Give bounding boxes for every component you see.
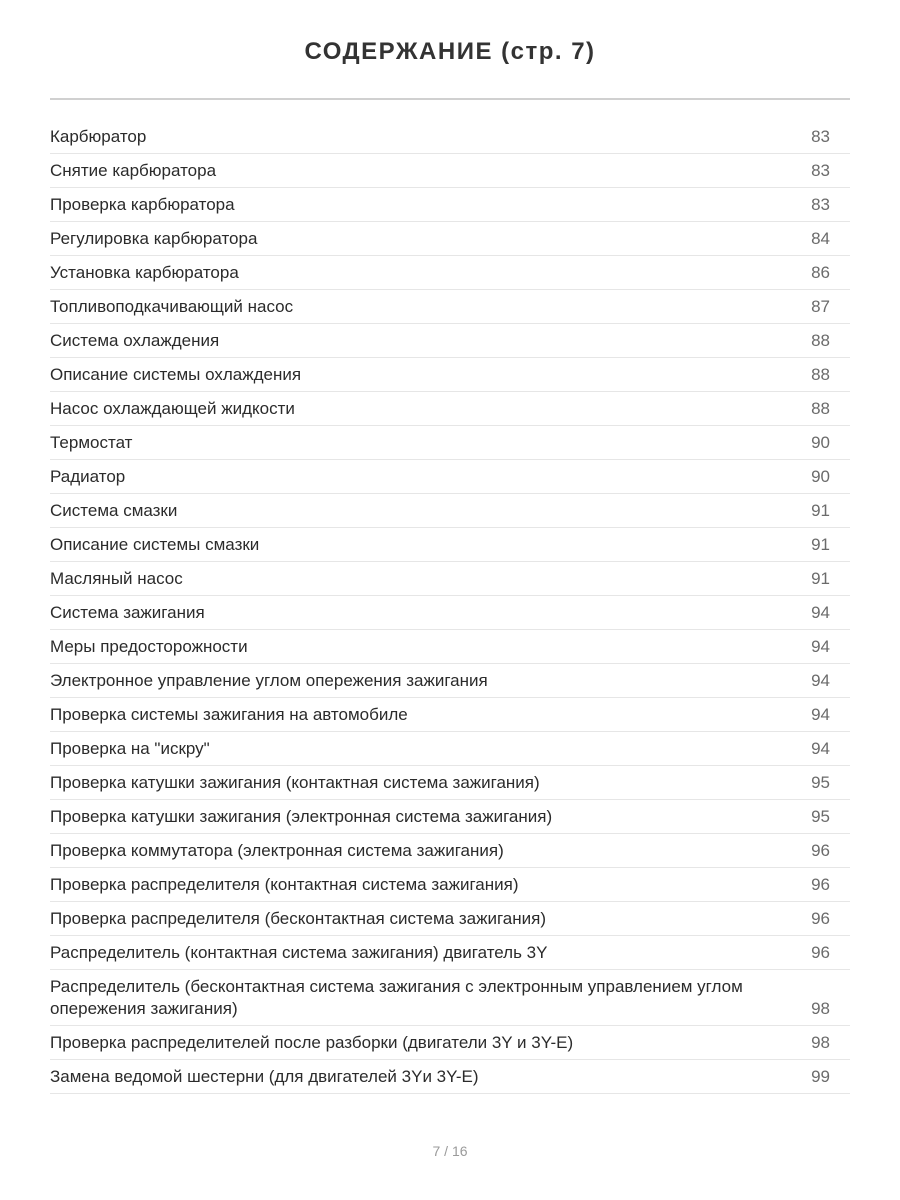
toc-row[interactable] xyxy=(50,800,850,834)
toc-page-number: 83 xyxy=(811,195,830,214)
toc-entry-title: Установка карбюратора xyxy=(50,263,239,282)
toc-page-number: 84 xyxy=(811,229,830,248)
toc-page-number: 90 xyxy=(811,433,830,452)
toc-page-number: 94 xyxy=(811,637,830,656)
toc-entry-title: Описание системы охлаждения xyxy=(50,365,302,384)
toc-entry-title: Проверка системы зажигания на автомобиле xyxy=(50,705,408,724)
toc-page-number: 98 xyxy=(811,999,830,1018)
toc-page-number: 88 xyxy=(811,331,830,350)
toc-entry-title: Термостат xyxy=(50,433,133,452)
toc-row[interactable] xyxy=(50,222,850,256)
toc-row[interactable] xyxy=(50,562,850,596)
toc-entry-title: Проверка распределителя (контактная система зажигания) xyxy=(50,875,519,894)
toc-entry-title: Распределитель (бесконтактная система зажигания с электронным управлением углом опережения зажигания) xyxy=(50,977,743,1018)
toc-page-number: 90 xyxy=(811,467,830,486)
toc-page-number: 83 xyxy=(811,127,830,146)
toc-row[interactable] xyxy=(50,698,850,732)
toc-page-number: 95 xyxy=(811,807,830,826)
toc-entry-title: Проверка катушки зажигания (электронная система зажигания) xyxy=(50,807,553,826)
toc-entry-title: Радиатор xyxy=(50,467,126,486)
toc-row[interactable] xyxy=(50,664,850,698)
toc-entry-title: Проверка карбюратора xyxy=(50,195,235,214)
toc-entry-title: Проверка распределителей после разборки (двигатели 3Y и 3Y-E) xyxy=(50,1033,574,1052)
title-divider xyxy=(50,98,850,100)
toc-row[interactable] xyxy=(50,732,850,766)
toc-row[interactable] xyxy=(50,902,850,936)
toc-row[interactable] xyxy=(50,868,850,902)
toc-page-number: 88 xyxy=(811,399,830,418)
toc-row[interactable] xyxy=(50,154,850,188)
toc-row[interactable] xyxy=(50,358,850,392)
toc-row[interactable] xyxy=(50,392,850,426)
toc-row[interactable] xyxy=(50,188,850,222)
toc-row[interactable] xyxy=(50,936,850,970)
toc-row[interactable] xyxy=(50,1060,850,1094)
toc-row[interactable] xyxy=(50,596,850,630)
toc-entry-title: Масляный насос xyxy=(50,569,183,588)
toc-row[interactable] xyxy=(50,290,850,324)
toc-page-number: 91 xyxy=(811,535,830,554)
toc-entry-title: Снятие карбюратора xyxy=(50,161,217,180)
toc-entry-title: Меры предосторожности xyxy=(50,637,248,656)
toc-page-number: 88 xyxy=(811,365,830,384)
toc-entry-title: Описание системы смазки xyxy=(50,535,260,554)
toc-entry-title: Проверка распределителя (бесконтактная система зажигания) xyxy=(50,909,547,928)
toc-row[interactable] xyxy=(50,460,850,494)
toc-page-number: 95 xyxy=(811,773,830,792)
toc-page-number: 96 xyxy=(811,841,830,860)
toc-entry-title: Замена ведомой шестерни (для двигателей 3Yи 3Y-E) xyxy=(50,1067,479,1086)
toc-entry-title: Электронное управление углом опережения зажигания xyxy=(50,671,488,690)
toc-row[interactable] xyxy=(50,120,850,154)
toc-page-number: 98 xyxy=(811,1033,830,1052)
toc-row[interactable] xyxy=(50,970,850,1026)
toc-page-number: 96 xyxy=(811,909,830,928)
toc-entry-title: Проверка коммутатора (электронная система зажигания) xyxy=(50,841,504,860)
toc-page-number: 87 xyxy=(811,297,830,316)
toc-page-number: 94 xyxy=(811,739,830,758)
toc-page-number: 99 xyxy=(811,1067,830,1086)
toc-entry-title: Распределитель (контактная система зажигания) двигатель 3Y xyxy=(50,943,548,962)
toc-entry-title: Насос охлаждающей жидкости xyxy=(50,399,295,418)
toc-row[interactable] xyxy=(50,494,850,528)
toc-row[interactable] xyxy=(50,630,850,664)
toc-entry-title: Система охлаждения xyxy=(50,331,220,350)
toc-page-number: 83 xyxy=(811,161,830,180)
toc-page-number: 91 xyxy=(811,569,830,588)
toc-entry-title: Регулировка карбюратора xyxy=(50,229,258,248)
toc-entry-title: Система смазки xyxy=(50,501,178,520)
toc-entry-title: Карбюратор xyxy=(50,127,147,146)
toc-row[interactable] xyxy=(50,256,850,290)
toc-row[interactable] xyxy=(50,766,850,800)
toc-page-number: 91 xyxy=(811,501,830,520)
toc-row[interactable] xyxy=(50,1026,850,1060)
toc-page-number: 96 xyxy=(811,875,830,894)
page-title: СОДЕРЖАНИЕ (стр. 7) xyxy=(304,38,596,65)
toc-row[interactable] xyxy=(50,324,850,358)
toc-page-number: 94 xyxy=(811,671,830,690)
toc-entry-title: Система зажигания xyxy=(50,603,205,622)
toc-page-number: 94 xyxy=(811,705,830,724)
table-of-contents xyxy=(50,120,850,1094)
toc-page-number: 86 xyxy=(811,263,830,282)
toc-row[interactable] xyxy=(50,528,850,562)
toc-entry-title: Проверка катушки зажигания (контактная система зажигания) xyxy=(50,773,540,792)
toc-row[interactable] xyxy=(50,426,850,460)
toc-page-number: 96 xyxy=(811,943,830,962)
page-indicator: 7 / 16 xyxy=(432,1143,468,1159)
toc-page-number: 94 xyxy=(811,603,830,622)
toc-entry-title: Проверка на "искру" xyxy=(50,739,210,758)
toc-entry-title: Топливоподкачивающий насос xyxy=(50,297,294,316)
toc-row[interactable] xyxy=(50,834,850,868)
